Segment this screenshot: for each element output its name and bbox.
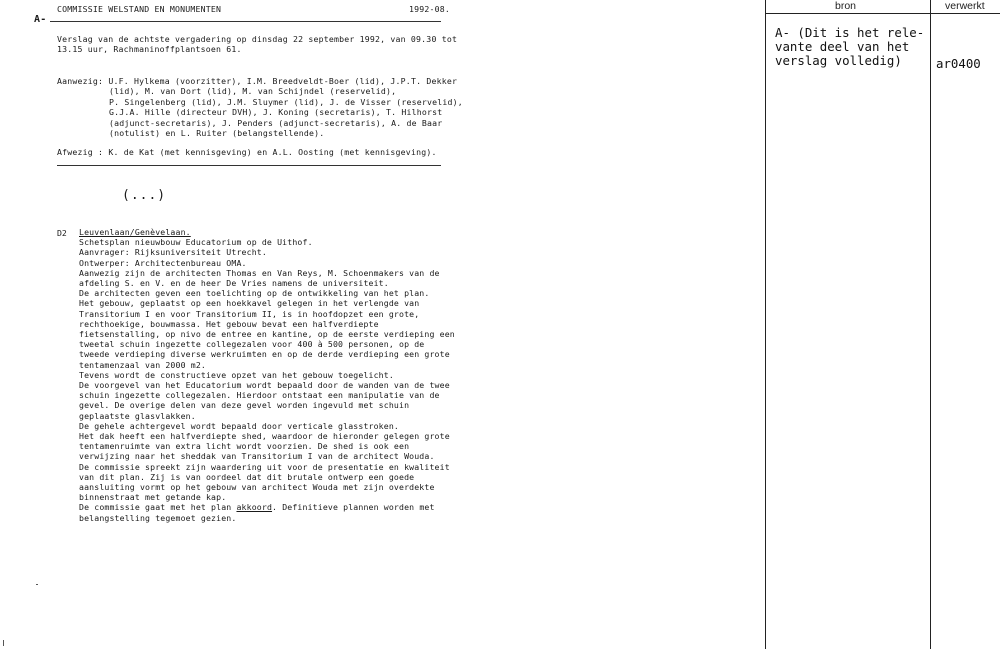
bron-column-header: bron — [835, 0, 857, 12]
item-line: Transitorium I en voor Transitorium II, is in hoofdopzet een grote, — [79, 308, 420, 319]
item-line: van dit plan. Zij is van oordeel dat dit brutale ontwerp een goede — [79, 471, 415, 482]
item-line: Aanwezig zijn de architecten Thomas en Van Reys, M. Schoenmakers van de — [79, 267, 440, 278]
item-line: De architecten geven een toelichting op de ontwikkeling van het plan. — [79, 288, 430, 299]
section-marker: A- — [34, 14, 47, 25]
item-line: belangstelling tegemoet gezien. — [79, 512, 237, 523]
decision-verdict: akkoord — [236, 502, 273, 513]
item-line: fietsenstalling, op nivo de entree en kantine, op de eerste verdieping een — [79, 329, 455, 340]
source-note — [775, 26, 924, 68]
intro-paragraph — [57, 34, 457, 55]
source-note-line: verslag volledig) — [775, 53, 902, 68]
attendees-line: P. Singelenberg (lid), J.M. Sluymer (lid), J. de Visser (reservelid), — [109, 96, 463, 107]
item-line: geplaatste glasvlakken. — [79, 410, 196, 421]
item-line: Tevens wordt de constructieve opzet van het gebouw toegelicht. — [79, 369, 394, 380]
item-line: De voorgevel van het Educatorium wordt bepaald door de wanden van de twee — [79, 380, 450, 391]
item-line: Het gebouw, geplaatst op een hoekkavel gelegen in het verlengde van — [79, 298, 420, 309]
item-line: tentamenruimte van extra licht wordt voorzien. De shed is ook een — [79, 441, 410, 452]
decision-line — [79, 502, 455, 512]
item-line: Ontwerper: Architectenbureau OMA. — [79, 257, 247, 268]
item-line: rechthoekige, bouwmassa. Het gebouw bevat een halfverdiepte — [79, 318, 379, 329]
absentees-label: Afwezig : — [57, 147, 104, 157]
attendees-line: (adjunct-secretaris), J. Penders (adjunct-secretaris), A. de Baar — [109, 117, 443, 128]
item-line: De commissie spreekt zijn waardering uit voor de presentatie en kwaliteit — [79, 461, 450, 472]
attendees-block — [57, 76, 463, 138]
archive-form — [765, 0, 1000, 649]
item-line: tweetal schuin ingezette collegezalen voor 400 à 500 personen, op de — [79, 339, 425, 350]
header-rule — [50, 21, 441, 22]
agenda-item — [79, 227, 455, 523]
attendees-line: (notulist) en L. Ruiter (belangstellende). — [109, 128, 325, 139]
attendees-line: G.J.A. Hille (directeur DVH), J. Koning (secretaris), T. Hilhorst — [109, 107, 443, 118]
item-line: De gehele achtergevel wordt bepaald door verticale glasstroken. — [79, 420, 399, 431]
item-line: verwijzing naar het sheddak van Transitorium I van de architect Wouda. — [79, 451, 435, 462]
organization-header: COMMISSIE WELSTAND EN MONUMENTEN — [57, 4, 222, 14]
verwerkt-column-header: verwerkt — [945, 0, 985, 12]
source-note-line: A- (Dit is het rele- — [775, 25, 925, 40]
item-line: Schetsplan nieuwbouw Educatorium op de Uithof. — [79, 237, 313, 248]
absentees-text: K. de Kat (met kennisgeving) en A.L. Oosting (met kennisgeving). — [108, 147, 437, 157]
attendees-label: Aanwezig: — [57, 76, 104, 86]
form-column-divider — [930, 0, 931, 649]
attendance-rule — [57, 165, 441, 166]
archive-code: ar0400 — [936, 56, 981, 71]
source-note-line: vante deel van het — [775, 39, 910, 54]
absentees-block — [57, 147, 437, 157]
scan-speck — [36, 584, 38, 585]
item-line: aansluiting vormt op het gebouw van architect Wouda met zijn overdekte — [79, 482, 435, 493]
item-line: Het dak heeft een halfverdiepte shed, waardoor de hieronder gelegen grote — [79, 431, 450, 442]
omission-marker: (...) — [122, 188, 167, 203]
attendees-line: U.F. Hylkema (voorzitter), I.M. Breedveldt-Boer (lid), J.P.T. Dekker — [108, 76, 458, 86]
scan-speck — [3, 640, 4, 646]
item-line: tweede verdieping diverse werkruimten en op de derde verdieping een grote — [79, 349, 450, 360]
item-line: schuin ingezette collegezalen. Hierdoor ontstaat een manipulatie van de — [79, 390, 440, 401]
attendees-line: (lid), M. van Dort (lid), M. van Schijndel (reservelid), — [109, 86, 397, 97]
decision-text: De commissie gaat met het plan — [79, 502, 237, 513]
agenda-item-code: D2 — [57, 228, 67, 238]
form-left-border — [765, 0, 766, 649]
item-line: afdeling S. en V. en de heer De Vries namens de universiteit. — [79, 278, 389, 289]
decision-text: . Definitieve plannen worden met — [272, 502, 435, 513]
item-line: tentamenzaal van 2000 m2. — [79, 359, 206, 370]
intro-line: 13.15 uur, Rachmaninoffplantsoen 61. — [57, 44, 242, 55]
item-line: gevel. De overige delen van deze gevel worden ingevuld met schuin — [79, 400, 410, 411]
reference-number: 1992-08. — [409, 4, 451, 14]
agenda-item-title: Leuvenlaan/Genèvelaan. — [79, 227, 191, 237]
form-header-rule — [765, 13, 1000, 14]
item-line: Aanvrager: Rijksuniversiteit Utrecht. — [79, 247, 267, 258]
item-line: binnenstraat met getande kap. — [79, 492, 227, 503]
intro-line: Verslag van de achtste vergadering op dinsdag 22 september 1992, van 09.30 tot — [57, 34, 458, 44]
